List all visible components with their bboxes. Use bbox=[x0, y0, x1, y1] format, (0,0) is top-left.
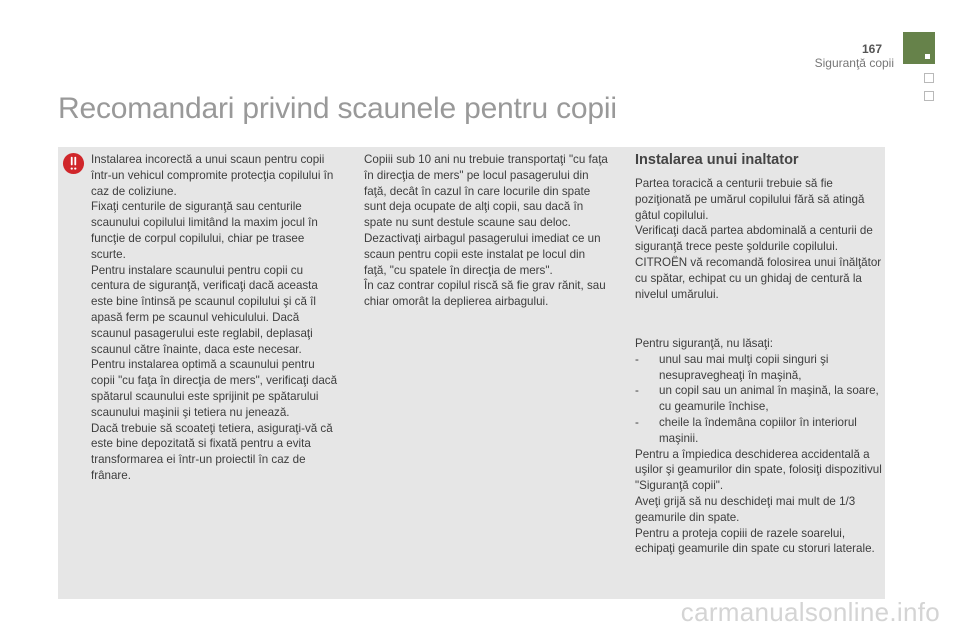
safety-section bbox=[635, 336, 883, 557]
page-title: Recomandari privind scaunele pentru copii bbox=[58, 92, 617, 125]
paragraph: Pentru instalarea optimă a scaunului pentru copii "cu faţa în direcţia de mers", verificaţi dacă spătarul scaunului este sprijinit pe spătarului scaunului maşinii şi tetiera nu jenează. bbox=[91, 358, 338, 419]
paragraph: În caz contrar copilul riscă să fie grav rănit, sau chiar omorât la deplierea airbagului. bbox=[364, 279, 606, 309]
paragraph: Fixaţi centurile de siguranţă sau centurile scaunului copilului limitând la maxim jocul în funcţie de corpul copilului, chiar pe trasee scurte. bbox=[91, 200, 318, 261]
tab-marker bbox=[925, 54, 930, 59]
paragraph: Pentru a împiedica deschiderea accidentală a uşilor şi geamurilor din spate, folosiţi dispozitivul "Siguranţă copii". bbox=[635, 447, 882, 493]
paragraph: Partea toracică a centurii trebuie să fie poziţionată pe umărul copilului fără să atingă gâtul copilului. bbox=[635, 177, 865, 222]
safety-intro: Pentru siguranţă, nu lăsaţi: bbox=[635, 337, 773, 350]
paragraph: Instalarea incorectă a unui scaun pentru copii într-un vehicul compromite protecţia copilului în caz de coliziune. bbox=[91, 153, 334, 198]
section-title: Siguranţă copii bbox=[814, 56, 894, 70]
list-item: - un copil sau un animal în maşină, la soare, cu geamurile închise, bbox=[635, 384, 879, 414]
paragraph: Copiii sub 10 ani nu trebuie transportaţi "cu faţa în direcţia de mers" pe locul pasagerului din faţă, decât în cazul în care locurile din spate sunt deja ocupate de alţi copii, sau dacă în spate nu sunt destule scaune sau deloc. bbox=[364, 153, 608, 230]
paragraph: Aveţi grijă să nu deschideţi mai mult de 1/3 geamurile din spate. bbox=[635, 494, 856, 524]
list-item: - cheile la îndemâna copiilor în interiorul maşinii. bbox=[635, 415, 857, 445]
booster-seat-heading: Instalarea unui inaltator bbox=[635, 152, 799, 168]
page-number: 167 bbox=[861, 42, 882, 56]
chapter-tab-empty bbox=[924, 73, 934, 83]
chapter-tab-active bbox=[903, 32, 935, 64]
paragraph: Dezactivaţi airbagul pasagerului imediat ce un scaun pentru copii este instalat pe locul din faţă, "cu spatele în direcţia de mers". bbox=[364, 231, 601, 277]
list-item: - unul sau mai mulţi copii singuri şi nesupravegheaţi în maşină, bbox=[635, 352, 829, 382]
paragraph: Pentru instalare scaunului pentru copii cu centura de siguranţă, verificaţi dacă aceasta este bine întinsă pe scaunul copilului şi că îl apasă ferm pe scaunul vehiculului. Dacă scaunul pasagerului este reglabil, deplasaţi scaunul către înainte, daca este necesar. bbox=[91, 263, 318, 356]
chapter-tab-empty bbox=[924, 91, 934, 101]
warning-icon bbox=[62, 152, 85, 175]
paragraph: CITROËN vă recomandă folosirea unui înălţător cu spătar, echipat cu un ghidaj de centură la nivelul umărului. bbox=[635, 255, 882, 301]
paragraph: Dacă trebuie să scoateţi tetiera, asiguraţi-vă că este bine depozitată si fixată pentru a evita transformarea ei într-un proiectil în caz de frânare. bbox=[91, 421, 333, 482]
right-column bbox=[635, 176, 883, 302]
paragraph: Pentru a proteja copiii de razele soarelui, echipaţi geamurile din spate cu storuri laterale. bbox=[635, 526, 875, 556]
paragraph: Verificaţi dacă partea abdominală a centurii de siguranţă trece peste şoldurile copilului. bbox=[635, 224, 873, 254]
left-column bbox=[91, 152, 341, 484]
middle-column bbox=[364, 152, 609, 310]
watermark: carmanualsonline.info bbox=[680, 597, 940, 627]
